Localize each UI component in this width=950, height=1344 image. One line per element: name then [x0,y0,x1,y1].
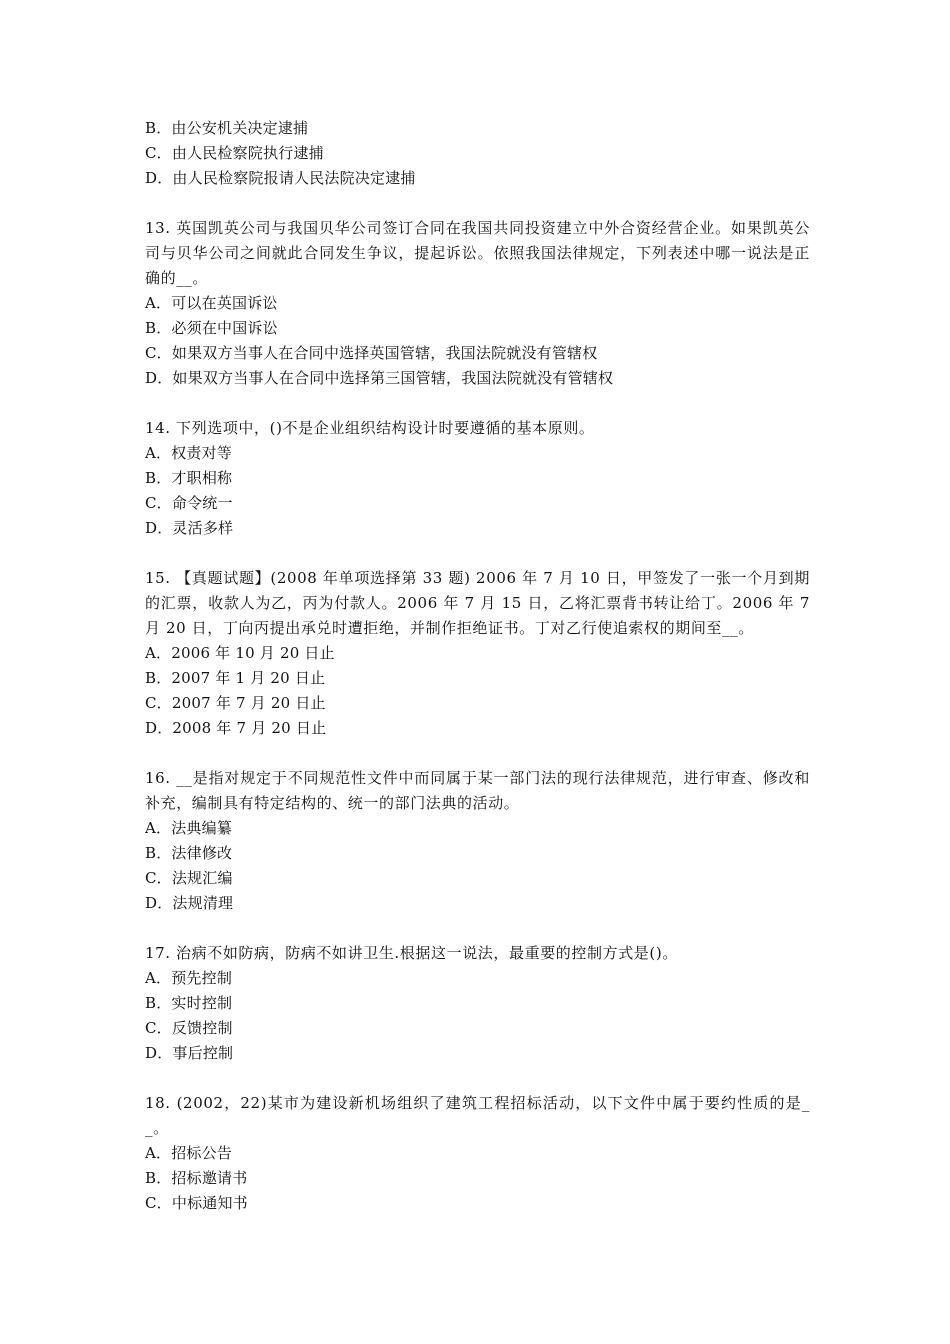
option-17-a: A．预先控制 [145,969,233,987]
question-14 [145,416,810,541]
option-13-d: D．如果双方当事人在合同中选择第三国管辖，我国法院就没有管辖权 [145,369,614,387]
option-12-b: B．由公安机关决定逮捕 [145,119,309,137]
option-18-c: C．中标通知书 [145,1194,248,1212]
option-18-b: B．招标邀请书 [145,1169,248,1187]
question-18 [145,1091,810,1216]
question-14-text: 14. 下列选项中，()不是企业组织结构设计时要遵循的基本原则。 [145,419,595,437]
question-15-text: 15. 【真题试题】(2008 年单项选择第 33 题) 2006 年 7 月 10 日，甲签发了一张一个月到期的汇票，收款人为乙，丙为付款人。2006 年 7 月 15 日，乙将汇票背书转让给丁。2006 年 7 月 20 日，丁向丙提出承兑时遭拒绝，并制作拒绝证书。丁对乙行使追索权的期间至__。 [145,569,810,637]
question-16 [145,766,810,916]
option-13-a: A．可以在英国诉讼 [145,294,278,312]
option-12-c: C．由人民检察院执行逮捕 [145,144,324,162]
question-12-continued [145,116,810,191]
question-17 [145,941,810,1066]
option-13-c: C．如果双方当事人在合同中选择英国管辖，我国法院就没有管辖权 [145,344,598,362]
option-14-b: B．才职相称 [145,469,233,487]
question-18-text: 18. (2002，22)某市为建设新机场组织了建筑工程招标活动，以下文件中属于要约性质的是__。 [145,1094,810,1137]
option-16-d: D．法规清理 [145,894,234,912]
question-16-text: 16. __是指对规定于不同规范性文件中而同属于某一部门法的现行法律规范，进行审查、修改和补充，编制具有特定结构的、统一的部门法典的活动。 [145,769,810,812]
option-17-b: B．实时控制 [145,994,233,1012]
option-14-a: A．权责对等 [145,444,233,462]
option-16-c: C．法规汇编 [145,869,233,887]
option-16-b: B．法律修改 [145,844,233,862]
option-13-b: B．必须在中国诉讼 [145,319,278,337]
document-page [145,116,810,1216]
option-15-a: A．2006 年 10 月 20 日止 [145,644,335,662]
question-13 [145,216,810,391]
option-14-c: C．命令统一 [145,494,233,512]
option-17-d: D．事后控制 [145,1044,234,1062]
option-15-d: D．2008 年 7 月 20 日止 [145,719,327,737]
option-14-d: D．灵活多样 [145,519,234,537]
option-15-b: B．2007 年 1 月 20 日止 [145,669,326,687]
option-16-a: A．法典编纂 [145,819,233,837]
question-17-text: 17. 治病不如防病，防病不如讲卫生.根据这一说法，最重要的控制方式是()。 [145,944,678,962]
question-13-text: 13. 英国凯英公司与我国贝华公司签订合同在我国共同投资建立中外合资经营企业。如果凯英公司与贝华公司之间就此合同发生争议，提起诉讼。依照我国法律规定，下列表述中哪一说法是正确的__。 [145,219,810,287]
option-18-a: A．招标公告 [145,1144,233,1162]
option-12-d: D．由人民检察院报请人民法院决定逮捕 [145,169,416,187]
option-15-c: C．2007 年 7 月 20 日止 [145,694,326,712]
question-15 [145,566,810,741]
option-17-c: C．反馈控制 [145,1019,233,1037]
